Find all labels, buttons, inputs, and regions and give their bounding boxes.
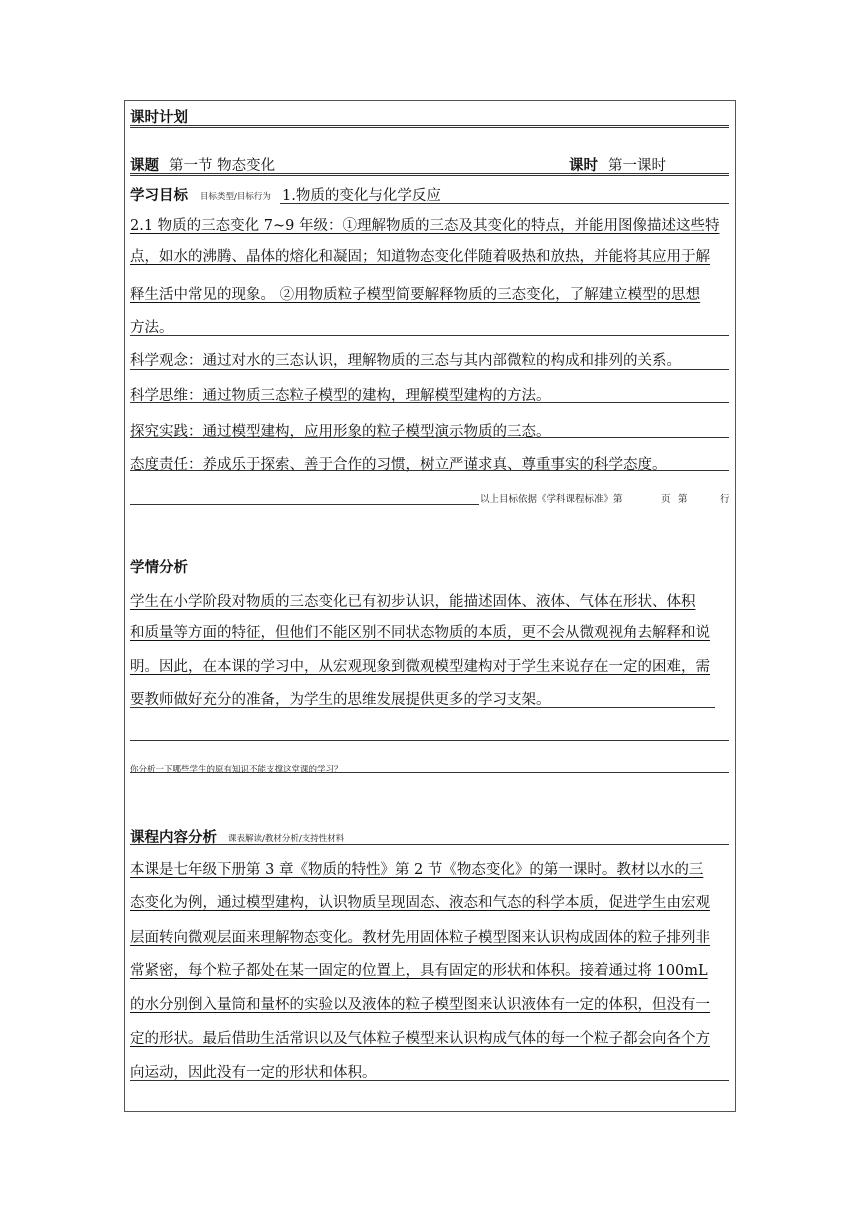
content-line: 本课是七年级下册第 3 章《物质的特性》第 2 节《物态变化》的第一课时。教材以水的三 bbox=[130, 862, 704, 878]
title-divider bbox=[130, 125, 729, 128]
content-label-underline bbox=[130, 844, 729, 845]
topic-divider bbox=[130, 173, 729, 176]
topic-label: 课题 bbox=[130, 158, 159, 174]
learner-line: 学生在小学阶段对物质的三态变化已有初步认识，能描述固体、液体、气体在形状、体积 bbox=[130, 594, 696, 610]
goal-item: 探究实践：通过模型建构，应用形象的粒子模型演示物质的三态。 bbox=[130, 424, 551, 440]
goal-divider bbox=[130, 437, 729, 438]
content-line: 层面转向微观层面来理解物态变化。教材先用固体粒子模型图来认识构成固体的粒子排列非 bbox=[130, 930, 710, 946]
content-label: 课程内容分析 bbox=[130, 830, 217, 846]
content-divider bbox=[130, 1080, 729, 1081]
goals-standard-line: 点，如水的沸腾、晶体的熔化和凝固；知道物态变化伴随着吸热和放热，并能将其应用于解 bbox=[130, 249, 710, 265]
content-line: 向运动，因此没有一定的形状和体积。 bbox=[130, 1065, 377, 1081]
learner-line: 明。因此，在本课的学习中，从宏观现象到微观模型建构对于学生来说存在一定的困难，需 bbox=[130, 659, 710, 675]
learner-prompt: 你分析一下哪些学生的原有知识不能支撑这堂课的学习？ bbox=[130, 765, 343, 775]
learner-divider bbox=[130, 707, 715, 708]
period-label: 课时 bbox=[569, 158, 598, 174]
goal-divider bbox=[130, 402, 729, 403]
goals-label: 学习目标 bbox=[130, 188, 188, 204]
source-note: 以上目标依据《学科课程标准》第 bbox=[480, 494, 623, 505]
source-line-label: 行 bbox=[720, 494, 730, 505]
goals-standard-line: 释生活中常见的现象。 ②用物质粒子模型简要解释物质的三态变化，了解建立模型的思想 bbox=[130, 287, 701, 303]
period-value: 第一课时 bbox=[608, 158, 666, 174]
goal-item: 科学观念：通过对水的三态认识，理解物质的三态与其内部微粒的构成和排列的关系。 bbox=[130, 353, 681, 369]
content-line: 态变化为例，通过模型建构，认识物质呈现固态、液态和气态的科学本质，促进学生由宏观 bbox=[130, 895, 710, 911]
goals-note: 目标类型/目标行为 bbox=[200, 192, 271, 202]
goal-item: 态度责任：养成乐于探索、善于合作的习惯，树立严谨求真、尊重事实的科学态度。 bbox=[130, 457, 667, 473]
page-title: 课时计划 bbox=[130, 110, 188, 126]
learner-prompt-line bbox=[130, 772, 729, 773]
goal-divider bbox=[130, 369, 729, 370]
topic-value: 第一节 物态变化 bbox=[169, 158, 276, 174]
learner-blank-line bbox=[130, 740, 729, 741]
goals-standard-line: 方法。 bbox=[130, 320, 174, 336]
source-no-label: 第 bbox=[678, 494, 688, 505]
learner-line: 要教师做好充分的准备，为学生的思维发展提供更多的学习支架。 bbox=[130, 692, 551, 708]
goals-head-underline bbox=[280, 203, 729, 204]
content-line: 常紧密，每个粒子都处在某一固定的位置上，具有固定的形状和体积。接着通过将 100mL bbox=[130, 963, 708, 979]
content-line: 的水分别倒入量筒和量杯的实验以及液体的粒子模型图来认识液体有一定的体积，但没有一 bbox=[130, 997, 710, 1013]
goal-divider bbox=[130, 470, 729, 471]
content-line: 定的形状。最后借助生活常识以及气体粒子模型来认识构成气体的每一个粒子都会向各个方 bbox=[130, 1031, 710, 1047]
goals-divider bbox=[130, 335, 729, 336]
goals-standard-line: 2.1 物质的三态变化 7~9 年级：①理解物质的三态及其变化的特点，并能用图像描述这些特 bbox=[130, 218, 720, 234]
learner-line: 和质量等方面的特征，但他们不能区别不同状态物质的本质，更不会从微观视角去解释和说 bbox=[130, 625, 710, 641]
source-page-label: 页 bbox=[661, 494, 671, 505]
learner-label: 学情分析 bbox=[130, 560, 188, 576]
goal-item: 科学思维：通过物质三态粒子模型的建构，理解模型建构的方法。 bbox=[130, 388, 551, 404]
goals-head: 1.物质的变化与化学反应 bbox=[282, 188, 441, 204]
content-note: 课表解读/教材分析/支持性材料 bbox=[228, 834, 345, 844]
source-blank-line bbox=[130, 504, 479, 505]
